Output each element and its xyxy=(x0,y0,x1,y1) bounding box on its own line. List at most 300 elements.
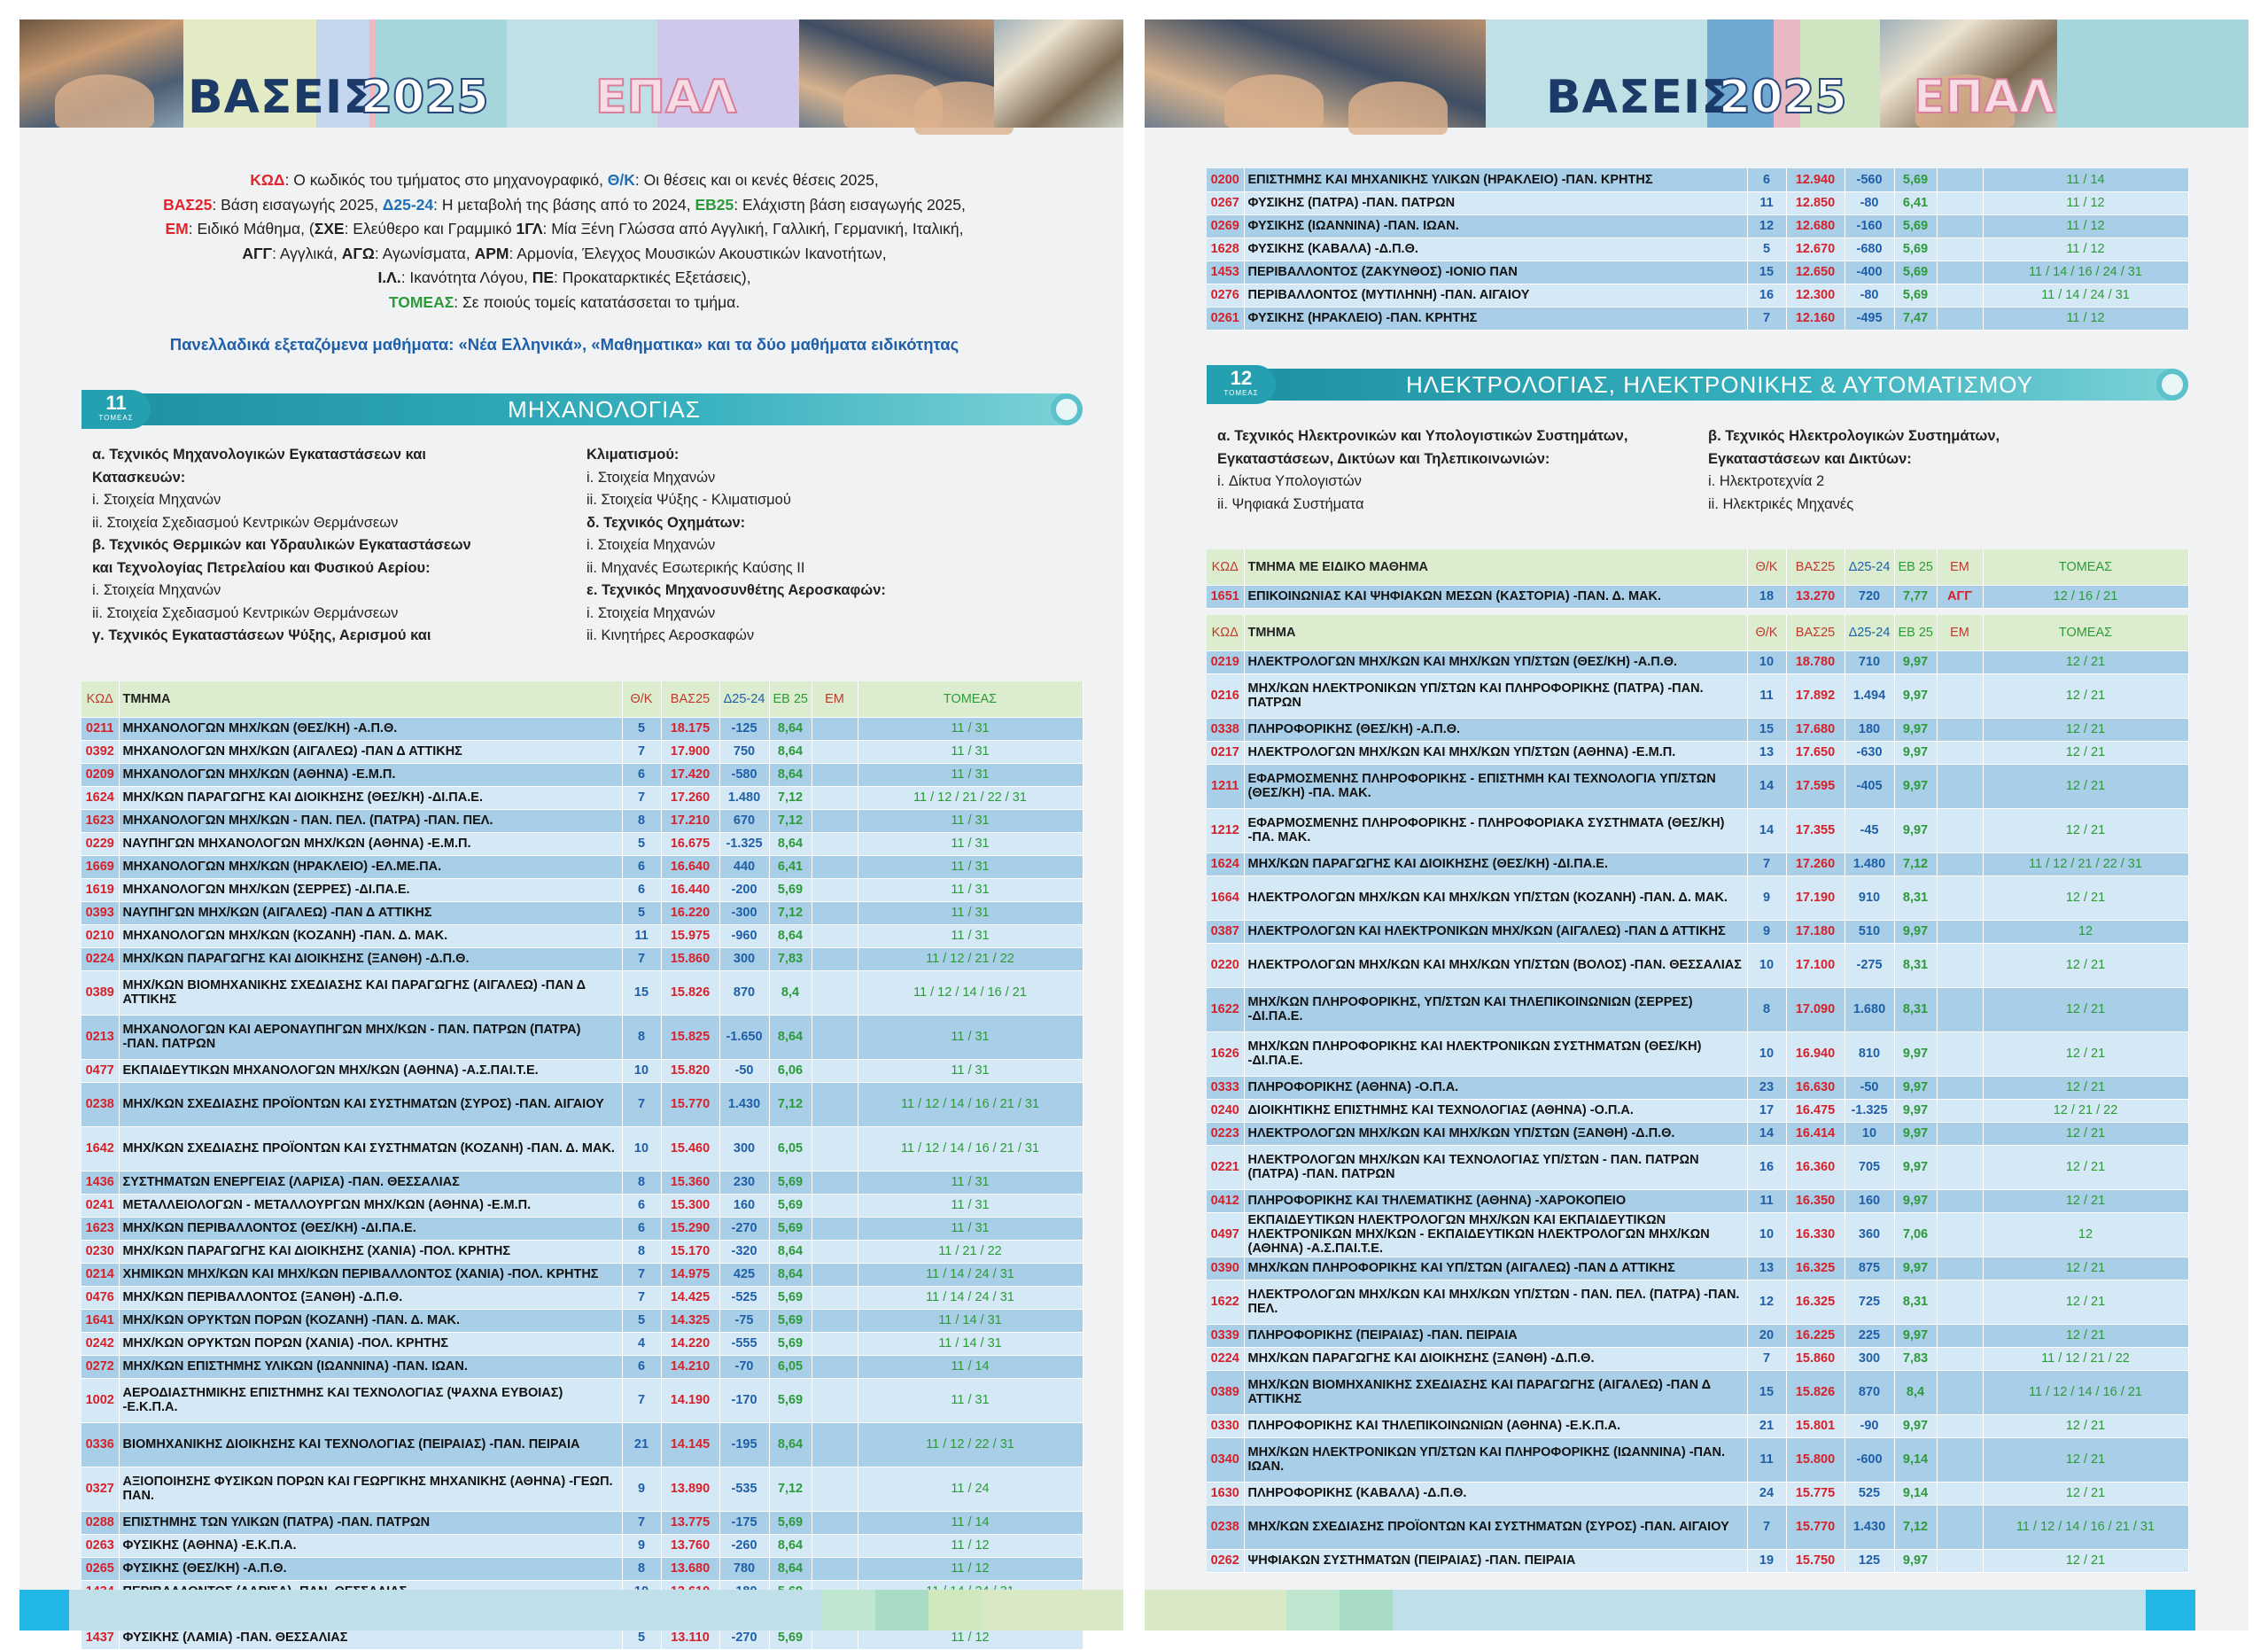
cell-special xyxy=(812,1015,858,1059)
cell-department: ΠΛΗΡΟΦΟΡΙΚΗΣ ΚΑΙ ΤΗΛΕΜΑΤΙΚΗΣ (ΑΘΗΝΑ) -ΧΑΡΟΚΟΠΕΙΟ xyxy=(1244,1189,1747,1212)
cell-base25: 17.260 xyxy=(661,786,719,809)
cell-places: 10 xyxy=(1747,1212,1786,1257)
legend-key: ΚΩΔ xyxy=(250,171,285,189)
cell-sector: 12 / 21 xyxy=(1983,1482,2188,1505)
cell-sector: 12 / 21 xyxy=(1983,1122,2188,1145)
cell-department: ΜΗΧ/ΚΩΝ ΠΛΗΡΟΦΟΡΙΚΗΣ ΚΑΙ ΗΛΕΚΤΡΟΝΙΚΩΝ ΣΥΣΤΗΜΑΤΩΝ (ΘΕΣ/ΚΗ) -ΔΙ.ΠΑ.Ε. xyxy=(1244,1031,1747,1076)
specialties-col-1 xyxy=(92,444,571,648)
legend-key: ΤΟΜΕΑΣ xyxy=(388,292,454,311)
cell-code: 0390 xyxy=(1207,1257,1244,1280)
cell-places: 15 xyxy=(1747,1370,1786,1414)
cell-places: 7 xyxy=(622,1378,661,1422)
cell-base25: 15.290 xyxy=(661,1217,719,1240)
cell-department: ΦΥΣΙΚΗΣ (ΠΑΤΡΑ) -ΠΑΝ. ΠΑΤΡΩΝ xyxy=(1244,191,1747,214)
cell-department: ΠΛΗΡΟΦΟΡΙΚΗΣ (ΠΕΙΡΑΙΑΣ) -ΠΑΝ. ΠΕΙΡΑΙΑ xyxy=(1244,1324,1747,1347)
cell-code: 0393 xyxy=(82,901,119,924)
legend-text: : Οι θέσεις και οι κενές θέσεις 2025, xyxy=(634,171,879,189)
cell-special xyxy=(1937,1257,1983,1280)
specialty-heading: β. Τεχνικός Θερμικών και Υδραυλικών Εγκαταστάσεων xyxy=(92,537,471,553)
cell-department: ΜΗΧ/ΚΩΝ ΠΑΡΑΓΩΓΗΣ ΚΑΙ ΔΙΟΙΚΗΣΗΣ (ΘΕΣ/ΚΗ) -ΔΙ.ΠΑ.Ε. xyxy=(119,786,622,809)
cell-min-base: 7,12 xyxy=(769,786,812,809)
cell-department: ΜΗΧΑΝΟΛΟΓΩΝ ΜΗΧ/ΚΩΝ (ΣΕΡΡΕΣ) -ΔΙ.ΠΑ.Ε. xyxy=(119,878,622,901)
cell-base25: 17.355 xyxy=(1786,808,1845,852)
cell-sector: 11 / 31 xyxy=(858,1059,1083,1082)
cell-diff: 360 xyxy=(1845,1212,1894,1257)
cell-sector: 11 / 31 xyxy=(858,832,1083,855)
cell-places: 6 xyxy=(1747,168,1786,191)
cell-department: ΜΗΧΑΝΟΛΟΓΩΝ ΜΗΧ/ΚΩΝ (ΑΘΗΝΑ) -Ε.Μ.Π. xyxy=(119,763,622,786)
cell-diff: -70 xyxy=(719,1355,769,1378)
header-sector: ΤΟΜΕΑΣ xyxy=(1983,615,2188,650)
cell-min-base: 5,69 xyxy=(769,1217,812,1240)
cell-base25: 17.900 xyxy=(661,740,719,763)
table-row xyxy=(1207,1370,2188,1414)
banner-title: ΒΑΣΕΙΣ xyxy=(1546,71,1734,124)
cell-places: 19 xyxy=(1747,1549,1786,1572)
cell-places: 7 xyxy=(1747,307,1786,330)
cell-min-base: 9,97 xyxy=(1894,920,1937,943)
table-row xyxy=(1207,1189,2188,1212)
table-row xyxy=(82,1422,1083,1467)
cell-diff: -75 xyxy=(719,1309,769,1332)
cell-sector: 11 / 21 / 22 xyxy=(858,1240,1083,1263)
header-special: ΕΜ xyxy=(1937,615,1983,650)
table-row xyxy=(82,1240,1083,1263)
legend-text: : Η μεταβολή της βάσης από το 2024, xyxy=(433,195,695,214)
specialties-col-1 xyxy=(1217,425,1696,516)
table-row xyxy=(82,947,1083,970)
cell-code: 0211 xyxy=(82,717,119,740)
cell-department: ΜΗΧ/ΚΩΝ ΠΑΡΑΓΩΓΗΣ ΚΑΙ ΔΙΟΙΚΗΣΗΣ (ΞΑΝΘΗ) -Δ.Π.Θ. xyxy=(1244,1347,1747,1370)
cell-special: ΑΓΓ xyxy=(1937,585,1983,608)
table-row xyxy=(82,1534,1083,1557)
specialty-heading: Εγκαταστάσεων, Δικτύων και Τηλεπικοινωνιών: xyxy=(1217,450,1550,467)
cell-min-base: 9,14 xyxy=(1894,1482,1937,1505)
table-row xyxy=(82,924,1083,947)
cell-places: 8 xyxy=(1747,987,1786,1031)
cell-diff: -630 xyxy=(1845,741,1894,764)
cell-places: 10 xyxy=(622,1126,661,1171)
students-photo xyxy=(1145,19,1486,128)
cell-special xyxy=(812,717,858,740)
table-row xyxy=(1207,1505,2188,1549)
cell-base25: 15.860 xyxy=(1786,1347,1845,1370)
header-sector: ΤΟΜΕΑΣ xyxy=(1983,549,2188,585)
cell-diff: -405 xyxy=(1845,764,1894,808)
cell-base25: 16.675 xyxy=(661,832,719,855)
section-header xyxy=(82,393,1083,425)
header-code: ΚΩΔ xyxy=(82,681,119,717)
cell-code: 0216 xyxy=(1207,673,1244,718)
cell-places: 6 xyxy=(622,1194,661,1217)
cell-sector: 11 / 31 xyxy=(858,924,1083,947)
cell-code: 1641 xyxy=(82,1309,119,1332)
cell-places: 15 xyxy=(622,970,661,1015)
specialty-heading: δ. Τεχνικός Οχημάτων: xyxy=(586,514,746,531)
header-department: ΤΜΗΜΑ ΜΕ ΕΙΔΙΚΟ ΜΑΘΗΜΑ xyxy=(1244,549,1747,585)
cell-min-base: 7,12 xyxy=(769,1467,812,1511)
cell-min-base: 9,97 xyxy=(1894,718,1937,741)
cell-code: 0229 xyxy=(82,832,119,855)
cell-min-base: 5,69 xyxy=(769,1332,812,1355)
cell-special xyxy=(1937,168,1983,191)
cell-diff: 710 xyxy=(1845,650,1894,673)
cell-special xyxy=(812,970,858,1015)
cell-special xyxy=(812,1355,858,1378)
cell-diff: -125 xyxy=(719,717,769,740)
table-row xyxy=(1207,808,2188,852)
cell-code: 0267 xyxy=(1207,191,1244,214)
cell-base25: 13.775 xyxy=(661,1511,719,1534)
cell-places: 7 xyxy=(622,1511,661,1534)
cell-code: 1664 xyxy=(1207,876,1244,920)
cell-diff: 300 xyxy=(719,1126,769,1171)
cell-diff: -160 xyxy=(1845,214,1894,237)
cell-places: 7 xyxy=(1747,852,1786,876)
cell-diff: -195 xyxy=(719,1422,769,1467)
right-page xyxy=(1145,19,2249,1631)
cell-base25: 18.175 xyxy=(661,717,719,740)
cell-places: 7 xyxy=(622,740,661,763)
cell-diff: -580 xyxy=(719,763,769,786)
cell-department: ΕΦΑΡΜΟΣΜΕΝΗΣ ΠΛΗΡΟΦΟΡΙΚΗΣ - ΕΠΙΣΤΗΜΗ ΚΑΙ ΤΕΧΝΟΛΟΓΙΑ ΥΠ/ΣΤΩΝ (ΘΕΣ/ΚΗ) -ΠΑ. ΜΑΚ. xyxy=(1244,764,1747,808)
specialty-heading: γ. Τεχνικός Εγκαταστάσεων Ψύξης, Αερισμού και xyxy=(92,627,431,643)
cell-special xyxy=(812,1194,858,1217)
cell-min-base: 9,97 xyxy=(1894,1031,1937,1076)
cell-min-base: 5,69 xyxy=(769,1378,812,1422)
table-row xyxy=(1207,1482,2188,1505)
cell-diff: 1.494 xyxy=(1845,673,1894,718)
cell-base25: 15.770 xyxy=(661,1082,719,1126)
cell-min-base: 5,69 xyxy=(1894,237,1937,261)
cell-sector: 11 / 12 / 14 / 16 / 21 / 31 xyxy=(1983,1505,2188,1549)
cell-diff: -200 xyxy=(719,878,769,901)
cell-special xyxy=(1937,852,1983,876)
legend-line xyxy=(73,168,1056,193)
cell-department: ΦΥΣΙΚΗΣ (ΘΕΣ/ΚΗ) -Α.Π.Θ. xyxy=(119,1557,622,1580)
cell-sector: 12 / 21 xyxy=(1983,718,2188,741)
cell-code: 1437 xyxy=(82,1626,119,1649)
cell-department: ΜΗΧ/ΚΩΝ ΟΡΥΚΤΩΝ ΠΟΡΩΝ (ΧΑΝΙΑ) -ΠΟΛ. ΚΡΗΤΗΣ xyxy=(119,1332,622,1355)
cell-diff: 125 xyxy=(1845,1549,1894,1572)
cell-places: 24 xyxy=(1747,1482,1786,1505)
cell-department: ΨΗΦΙΑΚΩΝ ΣΥΣΤΗΜΑΤΩΝ (ΠΕΙΡΑΙΑΣ) -ΠΑΝ. ΠΕΙΡΑΙΑ xyxy=(1244,1549,1747,1572)
cell-base25: 13.890 xyxy=(661,1467,719,1511)
legend-text: : Βάση εισαγωγής 2025, xyxy=(212,195,383,214)
cell-min-base: 9,97 xyxy=(1894,650,1937,673)
cell-places: 12 xyxy=(1747,1280,1786,1324)
cell-department: ΠΛΗΡΟΦΟΡΙΚΗΣ (ΘΕΣ/ΚΗ) -Α.Π.Θ. xyxy=(1244,718,1747,741)
page-footer xyxy=(1145,1590,2249,1631)
cell-base25: 16.220 xyxy=(661,901,719,924)
specialty-subject: i. Δίκτυα Υπολογιστών xyxy=(1217,473,1362,489)
cell-sector: 11 / 31 xyxy=(858,1378,1083,1422)
cell-diff: 750 xyxy=(719,740,769,763)
cell-department: ΜΗΧ/ΚΩΝ ΠΑΡΑΓΩΓΗΣ ΚΑΙ ΔΙΟΙΚΗΣΗΣ (ΧΑΝΙΑ) -ΠΟΛ. ΚΡΗΤΗΣ xyxy=(119,1240,622,1263)
cell-code: 0200 xyxy=(1207,168,1244,191)
cell-base25: 16.225 xyxy=(1786,1324,1845,1347)
cell-special xyxy=(1937,920,1983,943)
cell-sector: 11 / 12 / 22 / 31 xyxy=(858,1422,1083,1467)
cell-special xyxy=(1937,1437,1983,1482)
left-page xyxy=(19,19,1123,1645)
specialty-heading: ε. Τεχνικός Μηχανοσυνθέτης Αεροσκαφών: xyxy=(586,582,886,598)
cell-base25: 16.440 xyxy=(661,878,719,901)
cell-code: 0387 xyxy=(1207,920,1244,943)
legend-key: ΕΜ xyxy=(165,220,189,237)
cell-code: 1436 xyxy=(82,1171,119,1194)
cell-department: ΜΗΧΑΝΟΛΟΓΩΝ ΜΗΧ/ΚΩΝ (ΚΟΖΑΝΗ) -ΠΑΝ. Δ. ΜΑΚ. xyxy=(119,924,622,947)
cell-base25: 15.820 xyxy=(661,1059,719,1082)
cell-department: ΕΠΙΣΤΗΜΗΣ ΤΩΝ ΥΛΙΚΩΝ (ΠΑΤΡΑ) -ΠΑΝ. ΠΑΤΡΩΝ xyxy=(119,1511,622,1534)
cell-code: 0219 xyxy=(1207,650,1244,673)
cell-places: 9 xyxy=(1747,876,1786,920)
legend-text: : Αγωνίσματα, xyxy=(374,244,475,262)
cell-base25: 12.160 xyxy=(1786,307,1845,330)
cell-special xyxy=(1937,1189,1983,1212)
students-photo xyxy=(19,19,183,128)
cell-places: 11 xyxy=(1747,1437,1786,1482)
cell-special xyxy=(1937,1145,1983,1189)
results-table xyxy=(82,681,1084,1650)
cell-special xyxy=(812,786,858,809)
cell-sector: 12 / 21 / 22 xyxy=(1983,1099,2188,1122)
cell-base25: 14.425 xyxy=(661,1286,719,1309)
cell-sector: 11 / 31 xyxy=(858,1015,1083,1059)
table-row xyxy=(1207,1122,2188,1145)
cell-base25: 15.170 xyxy=(661,1240,719,1263)
legend-key: Ι.Λ. xyxy=(377,269,401,286)
cell-base25: 17.190 xyxy=(1786,876,1845,920)
cell-special xyxy=(1937,1549,1983,1572)
cell-diff: 160 xyxy=(1845,1189,1894,1212)
cell-diff: 425 xyxy=(719,1263,769,1286)
cell-code: 1002 xyxy=(82,1378,119,1422)
cell-diff: 525 xyxy=(1845,1482,1894,1505)
cell-places: 7 xyxy=(622,1082,661,1126)
cell-min-base: 7,12 xyxy=(1894,852,1937,876)
table-row xyxy=(82,740,1083,763)
table-row xyxy=(82,1171,1083,1194)
cell-special xyxy=(1937,1347,1983,1370)
cell-places: 13 xyxy=(1747,741,1786,764)
cell-sector: 12 / 21 xyxy=(1983,1437,2188,1482)
cell-diff: -680 xyxy=(1845,237,1894,261)
cell-min-base: 8,64 xyxy=(769,832,812,855)
table-row xyxy=(1207,943,2188,987)
cell-places: 14 xyxy=(1747,808,1786,852)
table-row xyxy=(1207,741,2188,764)
cell-sector: 12 / 21 xyxy=(1983,650,2188,673)
table-header-row xyxy=(82,681,1083,717)
cell-min-base: 8,64 xyxy=(769,1557,812,1580)
cell-places: 9 xyxy=(622,1467,661,1511)
cell-code: 1619 xyxy=(82,878,119,901)
cell-code: 0263 xyxy=(82,1534,119,1557)
cell-special xyxy=(812,878,858,901)
cell-min-base: 8,64 xyxy=(769,763,812,786)
header-sector: ΤΟΜΕΑΣ xyxy=(858,681,1083,717)
special-subject-table xyxy=(1207,549,2189,609)
cell-code: 0336 xyxy=(82,1422,119,1467)
cell-min-base: 6,05 xyxy=(769,1355,812,1378)
legend-key: ΑΓΓ xyxy=(242,244,273,262)
cell-special xyxy=(812,1534,858,1557)
cell-min-base: 8,64 xyxy=(769,924,812,947)
cell-department: ΠΛΗΡΟΦΟΡΙΚΗΣ (ΑΘΗΝΑ) -Ο.Π.Α. xyxy=(1244,1076,1747,1099)
cell-sector: 11 / 31 xyxy=(858,878,1083,901)
cell-sector: 11 / 14 xyxy=(858,1511,1083,1534)
cell-base25: 17.100 xyxy=(1786,943,1845,987)
cell-diff: -175 xyxy=(719,1511,769,1534)
cell-special xyxy=(1937,1031,1983,1076)
cell-sector: 12 / 16 / 21 xyxy=(1983,585,2188,608)
cell-code: 0214 xyxy=(82,1263,119,1286)
cell-code: 0330 xyxy=(1207,1414,1244,1437)
legend-key: ΒΑΣ25 xyxy=(163,195,213,214)
legend-key: ΑΓΩ xyxy=(341,244,375,262)
cell-department: ΕΠΙΚΟΙΝΩΝΙΑΣ ΚΑΙ ΨΗΦΙΑΚΩΝ ΜΕΣΩΝ (ΚΑΣΤΟΡΙΑ) -ΠΑΝ. Δ. ΜΑΚ. xyxy=(1244,585,1747,608)
cell-base25: 14.190 xyxy=(661,1378,719,1422)
cell-places: 21 xyxy=(622,1422,661,1467)
cell-sector: 11 / 12 / 14 / 16 / 21 xyxy=(1983,1370,2188,1414)
cell-diff: 870 xyxy=(1845,1370,1894,1414)
cell-special xyxy=(812,947,858,970)
cell-sector: 12 / 21 xyxy=(1983,876,2188,920)
cell-sector: 11 / 31 xyxy=(858,717,1083,740)
cell-diff: -600 xyxy=(1845,1437,1894,1482)
specialty-heading: Κατασκευών: xyxy=(92,469,186,486)
section-number: 11 xyxy=(105,392,127,414)
cell-base25: 15.460 xyxy=(661,1126,719,1171)
cell-special xyxy=(812,740,858,763)
section-number-label: ΤΟΜΕΑΣ xyxy=(1223,389,1259,397)
cell-special xyxy=(1937,650,1983,673)
specialty-subject: ii. Ηλεκτρικές Μηχανές xyxy=(1708,495,1854,512)
cell-diff: -270 xyxy=(719,1217,769,1240)
table-row xyxy=(1207,1099,2188,1122)
cell-places: 6 xyxy=(622,763,661,786)
cell-diff: -560 xyxy=(1845,168,1894,191)
cell-base25: 14.975 xyxy=(661,1263,719,1286)
cell-sector: 11 / 14 / 16 / 24 / 31 xyxy=(1983,261,2188,284)
cell-min-base: 5,69 xyxy=(769,1194,812,1217)
cell-base25: 12.670 xyxy=(1786,237,1845,261)
cell-special xyxy=(812,924,858,947)
cell-base25: 12.850 xyxy=(1786,191,1845,214)
cell-base25: 15.360 xyxy=(661,1171,719,1194)
cell-base25: 16.325 xyxy=(1786,1257,1845,1280)
cell-department: ΜΗΧΑΝΟΛΟΓΩΝ ΜΗΧ/ΚΩΝ (ΑΙΓΑΛΕΩ) -ΠΑΝ Δ ΑΤΤΙΚΗΣ xyxy=(119,740,622,763)
header-code: ΚΩΔ xyxy=(1207,615,1244,650)
cell-diff: 1.430 xyxy=(1845,1505,1894,1549)
cell-base25: 17.260 xyxy=(1786,852,1845,876)
cell-sector: 11 / 14 xyxy=(1983,168,2188,191)
cell-diff: -170 xyxy=(719,1378,769,1422)
cell-min-base: 8,64 xyxy=(769,1263,812,1286)
table-row xyxy=(1207,214,2188,237)
table-row xyxy=(1207,1347,2188,1370)
cell-department: ΗΛΕΚΤΡΟΛΟΓΩΝ ΜΗΧ/ΚΩΝ ΚΑΙ ΜΗΧ/ΚΩΝ ΥΠ/ΣΤΩΝ (ΑΘΗΝΑ) -Ε.Μ.Π. xyxy=(1244,741,1747,764)
cell-min-base: 9,97 xyxy=(1894,1414,1937,1437)
cell-department: ΝΑΥΠΗΓΩΝ ΜΗΧΑΝΟΛΟΓΩΝ ΜΗΧ/ΚΩΝ (ΑΘΗΝΑ) -Ε.Μ.Π. xyxy=(119,832,622,855)
cell-min-base: 8,64 xyxy=(769,1015,812,1059)
cell-special xyxy=(812,1217,858,1240)
table-header-row xyxy=(1207,615,2188,650)
cell-department: ΗΛΕΚΤΡΟΛΟΓΩΝ ΜΗΧ/ΚΩΝ ΚΑΙ ΜΗΧ/ΚΩΝ ΥΠ/ΣΤΩΝ (ΞΑΝΘΗ) -Δ.Π.Θ. xyxy=(1244,1122,1747,1145)
cell-min-base: 8,64 xyxy=(769,1534,812,1557)
cell-code: 1626 xyxy=(1207,1031,1244,1076)
cell-sector: 12 / 21 xyxy=(1983,673,2188,718)
cell-places: 8 xyxy=(622,1015,661,1059)
cell-places: 7 xyxy=(622,1263,661,1286)
cell-sector: 11 / 12 / 21 / 22 xyxy=(858,947,1083,970)
header-places: Θ/Κ xyxy=(622,681,661,717)
legend-text: : Ο κωδικός του τμήματος στο μηχανογραφικό, xyxy=(284,171,608,189)
cell-code: 1628 xyxy=(1207,237,1244,261)
cell-department: ΑΕΡΟΔΙΑΣΤΗΜΙΚΗΣ ΕΠΙΣΤΗΜΗΣ ΚΑΙ ΤΕΧΝΟΛΟΓΙΑΣ (ΨΑΧΝΑ ΕΥΒΟΙΑΣ) -Ε.Κ.Π.Α. xyxy=(119,1378,622,1422)
specialty-subject: ii. Ψηφιακά Συστήματα xyxy=(1217,495,1364,512)
cell-min-base: 8,64 xyxy=(769,1240,812,1263)
cell-department: ΜΗΧ/ΚΩΝ ΠΛΗΡΟΦΟΡΙΚΗΣ, ΥΠ/ΣΤΩΝ ΚΑΙ ΤΗΛΕΠΙΚΟΙΝΩΝΙΩΝ (ΣΕΡΡΕΣ) -ΔΙ.ΠΑ.Ε. xyxy=(1244,987,1747,1031)
table-row xyxy=(1207,307,2188,330)
table-row xyxy=(82,1332,1083,1355)
header-special: ΕΜ xyxy=(812,681,858,717)
cell-min-base: 9,97 xyxy=(1894,1122,1937,1145)
cell-diff: -45 xyxy=(1845,808,1894,852)
cell-department: ΣΥΣΤΗΜΑΤΩΝ ΕΝΕΡΓΕΙΑΣ (ΛΑΡΙΣΑ) -ΠΑΝ. ΘΕΣΣΑΛΙΑΣ xyxy=(119,1171,622,1194)
cell-base25: 14.210 xyxy=(661,1355,719,1378)
cell-special xyxy=(1937,1370,1983,1414)
cell-diff: -960 xyxy=(719,924,769,947)
cell-code: 0269 xyxy=(1207,214,1244,237)
cell-places: 10 xyxy=(1747,1031,1786,1076)
cell-sector: 11 / 12 / 14 / 16 / 21 xyxy=(858,970,1083,1015)
cell-diff: -90 xyxy=(1845,1414,1894,1437)
specialty-subject: ii. Στοιχεία Σχεδιασμού Κεντρικών Θερμάνσεων xyxy=(92,604,399,621)
table-row xyxy=(82,786,1083,809)
banner-year: 2025 xyxy=(361,71,489,124)
cell-diff: -50 xyxy=(1845,1076,1894,1099)
cell-diff: -400 xyxy=(1845,261,1894,284)
header-department: ΤΜΗΜΑ xyxy=(119,681,622,717)
cell-min-base: 6,06 xyxy=(769,1059,812,1082)
cell-places: 8 xyxy=(622,809,661,832)
cell-sector: 12 / 21 xyxy=(1983,808,2188,852)
cell-diff: -525 xyxy=(719,1286,769,1309)
cell-base25: 16.475 xyxy=(1786,1099,1845,1122)
panhellenic-subjects: Πανελλαδικά εξεταζόμενα μαθήματα: «Νέα Ελληνικά», «Μαθηματικα» και τα δύο μαθήματα ειδικότητας xyxy=(169,335,959,354)
cell-min-base: 9,97 xyxy=(1894,673,1937,718)
banner-type: ΕΠΑΛ xyxy=(595,71,737,124)
cell-code: 0230 xyxy=(82,1240,119,1263)
cell-min-base: 5,69 xyxy=(769,1511,812,1534)
cell-code: 0327 xyxy=(82,1467,119,1511)
cell-sector: 12 / 21 xyxy=(1983,1414,2188,1437)
cell-diff: -495 xyxy=(1845,307,1894,330)
cell-min-base: 6,41 xyxy=(769,855,812,878)
cell-diff: 225 xyxy=(1845,1324,1894,1347)
cell-places: 6 xyxy=(622,878,661,901)
cell-places: 8 xyxy=(622,1171,661,1194)
cell-special xyxy=(1937,1482,1983,1505)
cell-diff: -260 xyxy=(719,1534,769,1557)
cell-department: ΜΗΧΑΝΟΛΟΓΩΝ ΚΑΙ ΑΕΡΟΝΑΥΠΗΓΩΝ ΜΗΧ/ΚΩΝ - ΠΑΝ. ΠΑΤΡΩΝ (ΠΑΤΡΑ) -ΠΑΝ. ΠΑΤΡΩΝ xyxy=(119,1015,622,1059)
table-row xyxy=(1207,650,2188,673)
cell-sector: 12 / 21 xyxy=(1983,1145,2188,1189)
cell-places: 14 xyxy=(1747,764,1786,808)
table-row xyxy=(82,1467,1083,1511)
